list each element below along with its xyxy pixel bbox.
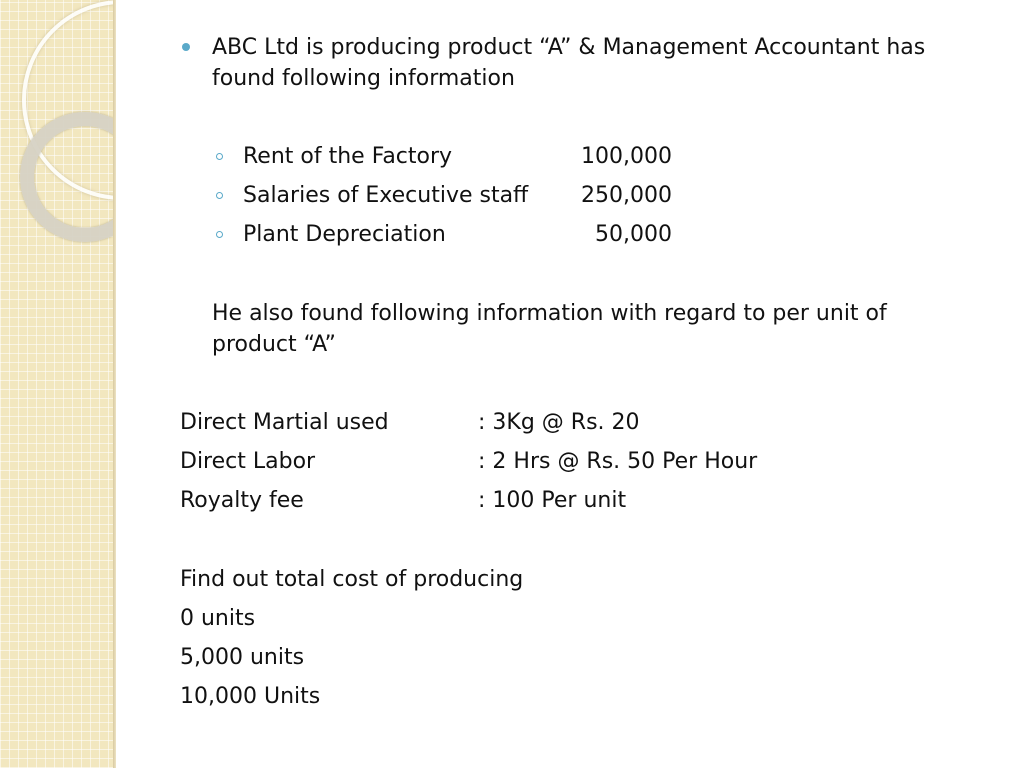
per-unit-cost-label: Direct Martial used [180, 410, 389, 435]
per-unit-intro-line-1: He also found following information with regard to per unit of [212, 301, 887, 326]
per-unit-cost-label: Royalty fee [180, 488, 304, 513]
question-text: Find out total cost of producing [180, 567, 524, 592]
fixed-cost-value: 100,000 [581, 144, 672, 169]
per-unit-cost-label: Direct Labor [180, 449, 316, 474]
sub-bullet-icon [216, 153, 223, 160]
quantity-item: 0 units [180, 606, 256, 631]
bullet-icon [182, 43, 190, 51]
quantity-item: 5,000 units [180, 645, 305, 670]
fixed-cost-value: 250,000 [581, 183, 672, 208]
sub-bullet-icon [216, 192, 223, 199]
fixed-cost-label: Rent of the Factory [243, 144, 453, 169]
per-unit-cost-value: : 100 Per unit [478, 488, 627, 513]
quantity-item: 10,000 Units [180, 684, 321, 709]
per-unit-cost-value: : 2 Hrs @ Rs. 50 Per Hour [478, 449, 758, 474]
per-unit-cost-value: : 3Kg @ Rs. 20 [478, 410, 640, 435]
intro-line-2: found following information [212, 66, 515, 91]
intro-line-1: ABC Ltd is producing product “A” & Management Accountant has [212, 35, 926, 60]
fixed-cost-label: Plant Depreciation [243, 222, 446, 247]
fixed-cost-value: 50,000 [595, 222, 672, 247]
sub-bullet-icon [216, 231, 223, 238]
per-unit-intro-line-2: product “A” [212, 332, 336, 357]
fixed-cost-label: Salaries of Executive staff [243, 183, 529, 208]
